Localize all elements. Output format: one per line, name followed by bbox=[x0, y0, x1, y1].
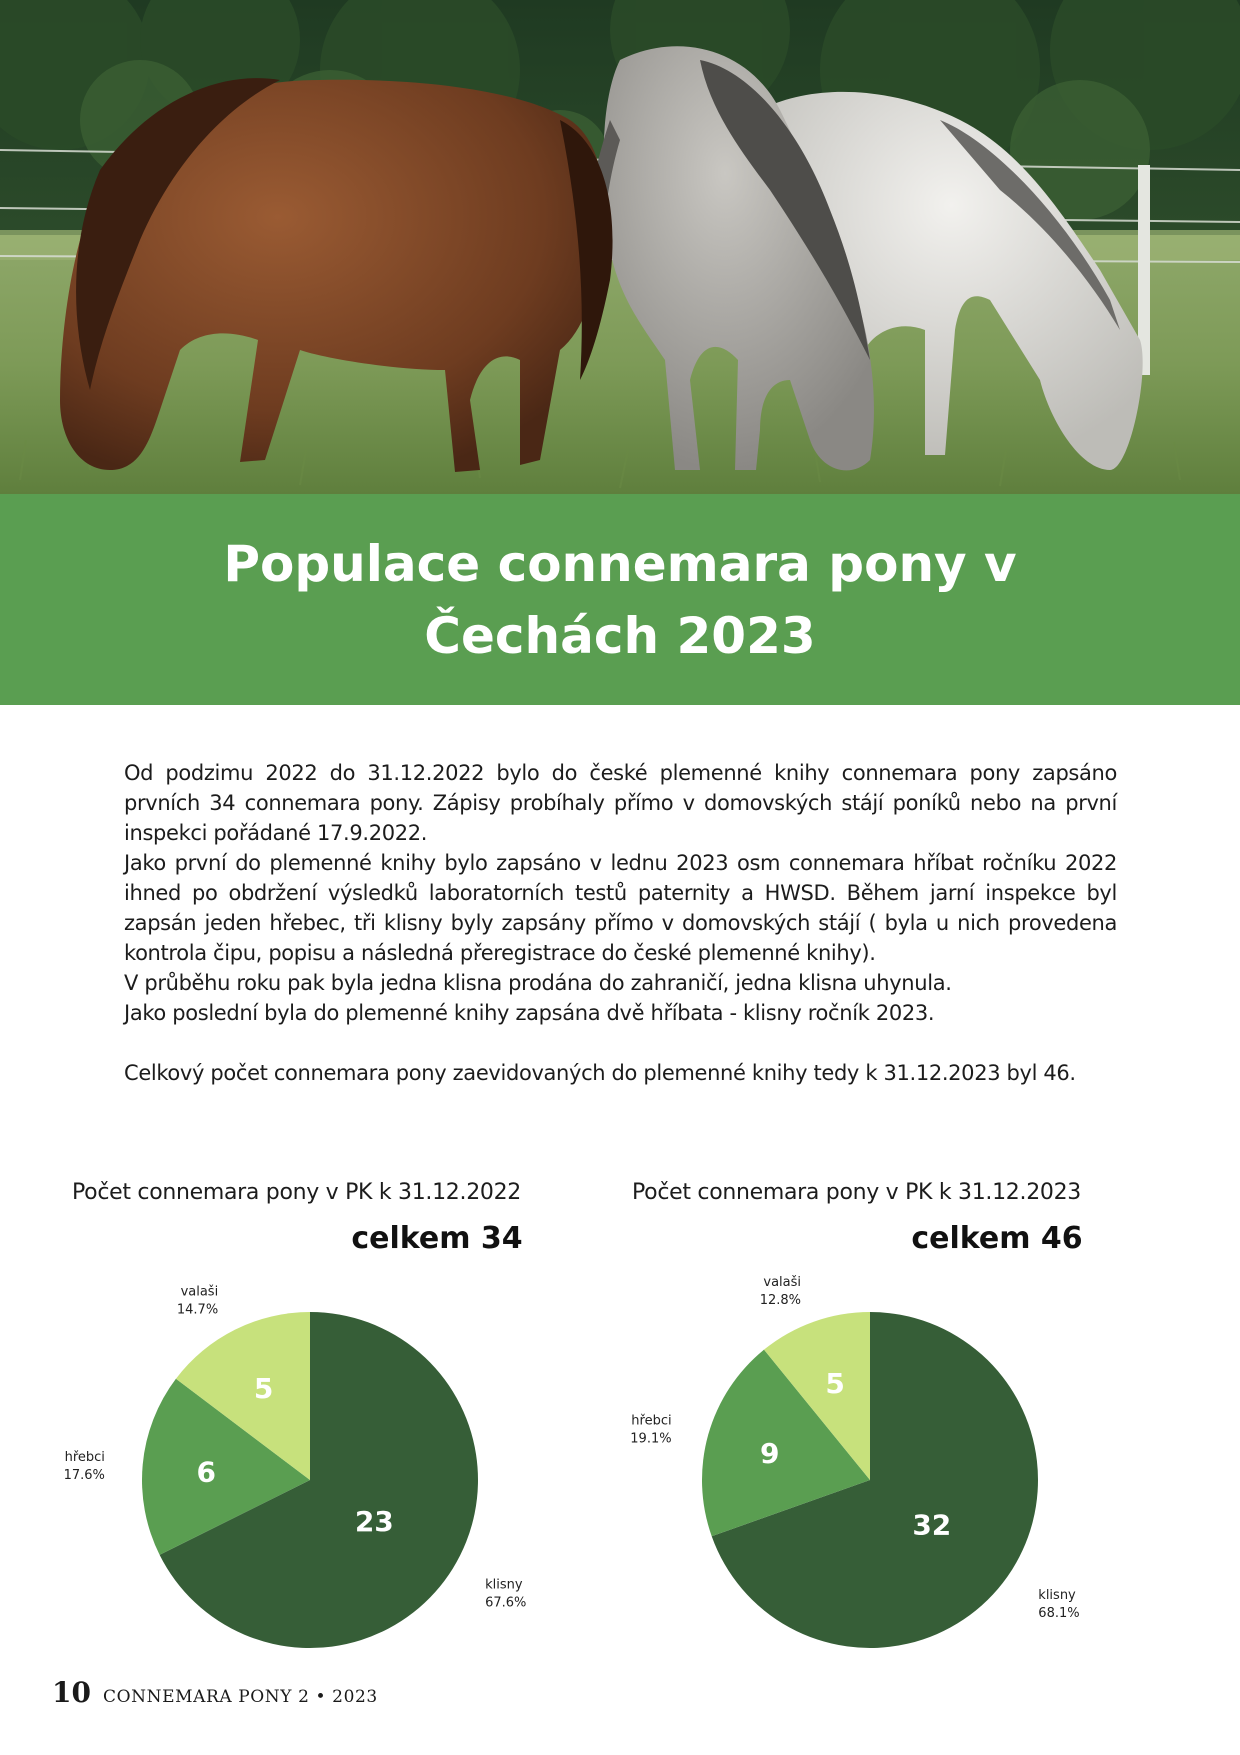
pie-value-label: 6 bbox=[196, 1455, 217, 1489]
hero-photo bbox=[0, 0, 1240, 494]
chart-title: Počet connemara pony v PK k 31.12.2022 bbox=[72, 1180, 521, 1205]
pie-percent-label: 12.8% bbox=[759, 1292, 801, 1308]
paragraph: V průběhu roku pak byla jedna klisna prodána do zahraničí, jedna klisna uhynula. bbox=[124, 971, 952, 995]
chart-total-label: celkem 34 bbox=[351, 1221, 523, 1256]
pie-category-label: klisny bbox=[485, 1577, 523, 1593]
pie-percent-label: 19.1% bbox=[630, 1431, 672, 1447]
pie-percent-label: 17.6% bbox=[63, 1468, 105, 1483]
pie-chart-svg bbox=[52, 1180, 592, 1660]
chart-title: Počet connemara pony v PK k 31.12.2023 bbox=[632, 1180, 1081, 1205]
article-body bbox=[124, 758, 1117, 1088]
pie-chart-svg bbox=[612, 1180, 1152, 1660]
summary-paragraph: Celkový počet connemara pony zaevidovaných do plemenné knihy tedy k 31.12.2023 byl 46. bbox=[124, 1061, 1076, 1085]
paragraph: Od podzimu 2022 do 31.12.2022 bylo do české plemenné knihy connemara pony zapsáno prvních 34 connemara pony. Zápisy probíhaly přímo v domovských stájí poníků nebo na první inspekci pořádané 17.9.2022. bbox=[124, 761, 1117, 845]
chart-total-label: celkem 46 bbox=[911, 1221, 1083, 1256]
pie-chart-2022 bbox=[52, 1180, 592, 1660]
pie-value-label: 5 bbox=[825, 1366, 845, 1400]
page-title: Populace connemara pony v Čechách 2023 bbox=[223, 534, 1017, 665]
magazine-name: CONNEMARA PONY 2 • 2023 bbox=[102, 1687, 378, 1707]
pie-category-label: hřebci bbox=[631, 1413, 672, 1429]
pie-chart-2023 bbox=[612, 1180, 1152, 1660]
paragraph: Jako první do plemenné knihy bylo zapsáno v lednu 2023 osm connemara hříbat ročníku 2022 ihned po obdržení výsledků laboratorních testů paternity a HWSD. Během jarní inspekce byl zapsán jeden hřebec, tři klisny byly zapsány přímo v domovských stájí ( byla u nich provedena kontrola čipu, popisu a následná přeregistrace do české plemenné knihy). bbox=[124, 851, 1117, 965]
pie-category-label: hřebci bbox=[64, 1450, 105, 1465]
pie-value-label: 32 bbox=[912, 1508, 952, 1542]
pie-value-label: 9 bbox=[759, 1436, 780, 1470]
page-number: 10 bbox=[52, 1676, 91, 1709]
pie-percent-label: 67.6% bbox=[485, 1595, 527, 1611]
pie-value-label: 23 bbox=[354, 1504, 394, 1538]
pie-category-label: valaši bbox=[763, 1274, 801, 1290]
pie-percent-label: 14.7% bbox=[176, 1302, 219, 1318]
pie-category-label: klisny bbox=[1038, 1587, 1076, 1603]
pie-category-label: valaši bbox=[180, 1284, 219, 1300]
pie-percent-label: 68.1% bbox=[1038, 1605, 1080, 1621]
title-band bbox=[0, 494, 1240, 705]
horses-grazing-image bbox=[0, 0, 1240, 494]
pie-value-label: 5 bbox=[253, 1371, 274, 1405]
page-footer bbox=[52, 1676, 378, 1709]
paragraph: Jako poslední byla do plemenné knihy zapsána dvě hříbata - klisny ročník 2023. bbox=[124, 1001, 935, 1025]
